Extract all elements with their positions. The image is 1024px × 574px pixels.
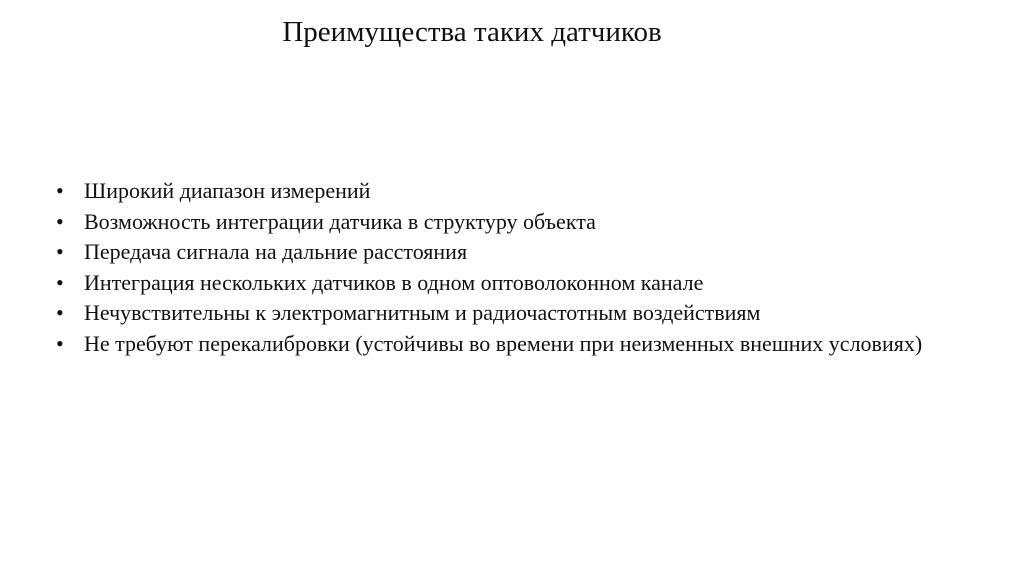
bullet-marker: •: [56, 239, 64, 264]
bullet-item-no-recalibration: [56, 329, 956, 360]
slide-title: Преимущества таких датчиков: [282, 16, 662, 48]
bullet-text: Не требуют перекалибровки (устойчивы во времени при неизменных внешних условиях): [84, 330, 923, 356]
bullet-marker: •: [56, 269, 64, 295]
bullet-item-long-distance: [56, 237, 956, 268]
bullet-text: Возможность интеграции датчика в структуру объекта: [84, 208, 596, 234]
bullet-item-emi-immunity: [56, 298, 956, 329]
bullet-list: [56, 176, 956, 359]
bullet-marker: •: [56, 208, 64, 234]
bullet-item-integration: [56, 207, 956, 238]
bullet-item-wide-range: [56, 176, 956, 207]
bullet-text: Широкий диапазон измерений: [84, 178, 371, 203]
bullet-marker: •: [56, 300, 64, 325]
bullet-text: Нечувствительны к электромагнитным и радиочастотным воздействиям: [84, 300, 761, 325]
bullet-item-multiplexing: [56, 268, 956, 299]
bullet-text: Интеграция нескольких датчиков в одном оптоволоконном канале: [84, 269, 704, 295]
bullet-marker: •: [56, 178, 64, 203]
bullet-marker: •: [56, 330, 64, 356]
bullet-text: Передача сигнала на дальние расстояния: [84, 239, 468, 264]
